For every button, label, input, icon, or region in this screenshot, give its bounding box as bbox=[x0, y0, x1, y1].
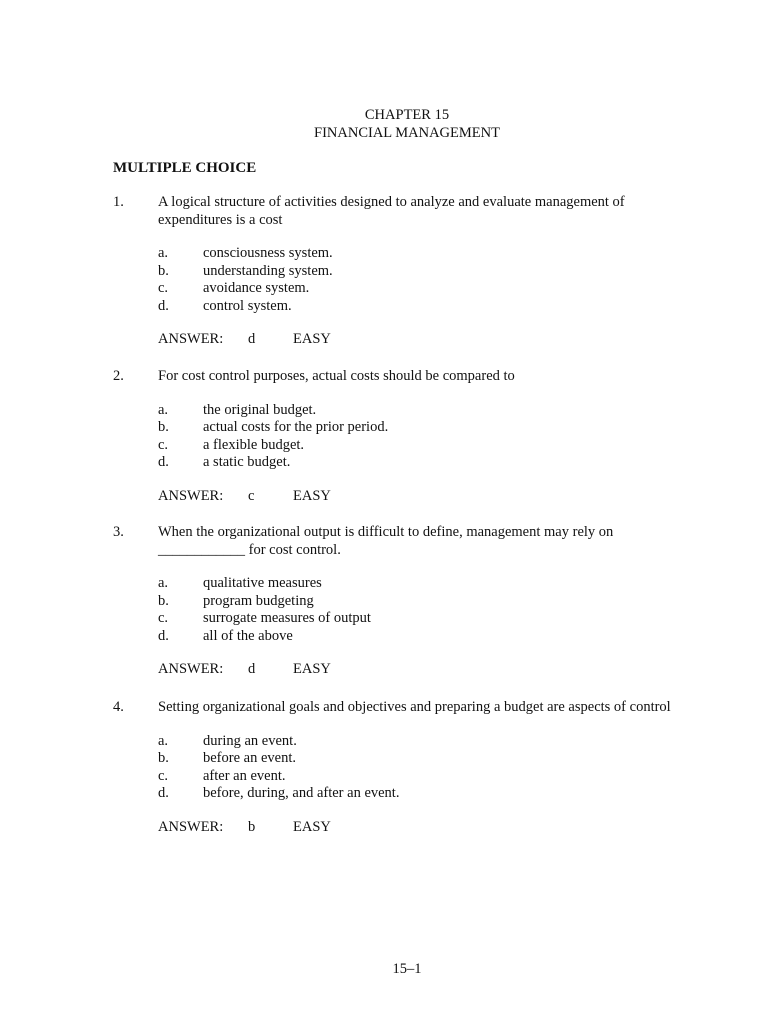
answer-line bbox=[158, 661, 713, 679]
question-stem bbox=[158, 368, 703, 386]
option-d bbox=[158, 454, 713, 472]
question-stem-line: Setting organizational goals and objectives and preparing a budget are aspects of control bbox=[158, 699, 671, 715]
option-d bbox=[158, 298, 713, 316]
question-stem bbox=[158, 194, 703, 229]
option-text: surrogate measures of output bbox=[203, 610, 371, 626]
question-stem-line: When the organizational output is difficult to define, management may rely on bbox=[158, 524, 614, 540]
answer-value: b bbox=[248, 818, 256, 835]
option-letter: a. bbox=[158, 245, 169, 261]
option-list bbox=[158, 575, 713, 645]
option-text: control system. bbox=[203, 297, 292, 314]
answer-label: ANSWER: bbox=[158, 331, 224, 347]
option-letter: c. bbox=[158, 610, 169, 626]
question-number: 3. bbox=[113, 524, 124, 540]
question-3 bbox=[113, 524, 713, 679]
option-letter: a. bbox=[158, 401, 169, 418]
option-text: the original budget. bbox=[203, 401, 317, 418]
option-b bbox=[158, 263, 713, 281]
difficulty-label: EASY bbox=[293, 818, 331, 835]
option-letter: b. bbox=[158, 419, 169, 435]
option-text: understanding system. bbox=[203, 262, 333, 279]
answer-label: ANSWER: bbox=[158, 661, 224, 677]
option-text: avoidance system. bbox=[203, 280, 310, 296]
option-b bbox=[158, 419, 713, 437]
option-a bbox=[158, 402, 713, 420]
option-letter: a. bbox=[158, 732, 169, 749]
option-letter: c. bbox=[158, 280, 169, 296]
option-text: before, during, and after an event. bbox=[203, 785, 400, 801]
option-letter: d. bbox=[158, 454, 169, 470]
question-1 bbox=[113, 194, 713, 349]
option-b bbox=[158, 593, 713, 611]
option-text: actual costs for the prior period. bbox=[203, 419, 389, 435]
option-letter: c. bbox=[158, 436, 169, 453]
option-list bbox=[158, 245, 713, 315]
question-stem-line: For cost control purposes, actual costs should be compared to bbox=[158, 368, 515, 384]
answer-value: c bbox=[248, 487, 255, 504]
question-stem-line: expenditures is a cost bbox=[158, 211, 283, 228]
chapter-number: CHAPTER 15 bbox=[364, 107, 450, 123]
option-c bbox=[158, 437, 713, 455]
difficulty-label: EASY bbox=[293, 487, 331, 504]
answer-line bbox=[158, 819, 713, 837]
question-stem bbox=[158, 699, 703, 717]
option-letter: c. bbox=[158, 767, 169, 784]
answer-value: d bbox=[248, 331, 256, 347]
option-d bbox=[158, 785, 713, 803]
option-letter: d. bbox=[158, 785, 169, 801]
option-letter: b. bbox=[158, 262, 169, 279]
option-b bbox=[158, 750, 713, 768]
option-letter: b. bbox=[158, 592, 169, 609]
option-text: during an event. bbox=[203, 732, 297, 749]
option-c bbox=[158, 610, 713, 628]
option-list bbox=[158, 733, 713, 803]
option-c bbox=[158, 280, 713, 298]
answer-label: ANSWER: bbox=[158, 487, 224, 504]
question-stem-line: A logical structure of activities designed to analyze and evaluate management of bbox=[158, 194, 625, 210]
option-letter: a. bbox=[158, 575, 169, 591]
answer-line bbox=[158, 331, 713, 349]
option-text: before an event. bbox=[203, 750, 296, 766]
option-c bbox=[158, 768, 713, 786]
option-text: qualitative measures bbox=[203, 575, 322, 591]
option-text: a static budget. bbox=[203, 454, 291, 470]
option-text: after an event. bbox=[203, 767, 286, 784]
difficulty-label: EASY bbox=[293, 661, 331, 677]
question-stem-line: ____________ for cost control. bbox=[158, 541, 341, 558]
section-title: MULTIPLE CHOICE bbox=[113, 160, 257, 176]
option-a bbox=[158, 245, 713, 263]
question-number: 1. bbox=[113, 194, 124, 210]
page-number: 15–1 bbox=[392, 961, 422, 977]
question-4 bbox=[113, 699, 713, 836]
answer-line bbox=[158, 488, 713, 506]
chapter-title: FINANCIAL MANAGEMENT bbox=[314, 124, 500, 141]
option-letter: b. bbox=[158, 750, 169, 766]
answer-label: ANSWER: bbox=[158, 818, 224, 835]
answer-value: d bbox=[248, 661, 256, 677]
option-text: consciousness system. bbox=[203, 245, 333, 261]
question-stem bbox=[158, 524, 703, 559]
question-2 bbox=[113, 368, 713, 505]
chapter-heading bbox=[0, 107, 768, 142]
option-text: program budgeting bbox=[203, 592, 314, 609]
difficulty-label: EASY bbox=[293, 331, 331, 347]
option-a bbox=[158, 733, 713, 751]
option-text: a flexible budget. bbox=[203, 436, 305, 453]
option-letter: d. bbox=[158, 297, 169, 314]
option-letter: d. bbox=[158, 627, 169, 644]
option-a bbox=[158, 575, 713, 593]
option-d bbox=[158, 628, 713, 646]
option-text: all of the above bbox=[203, 627, 293, 644]
question-number: 2. bbox=[113, 368, 124, 384]
question-number: 4. bbox=[113, 699, 124, 715]
option-list bbox=[158, 402, 713, 472]
